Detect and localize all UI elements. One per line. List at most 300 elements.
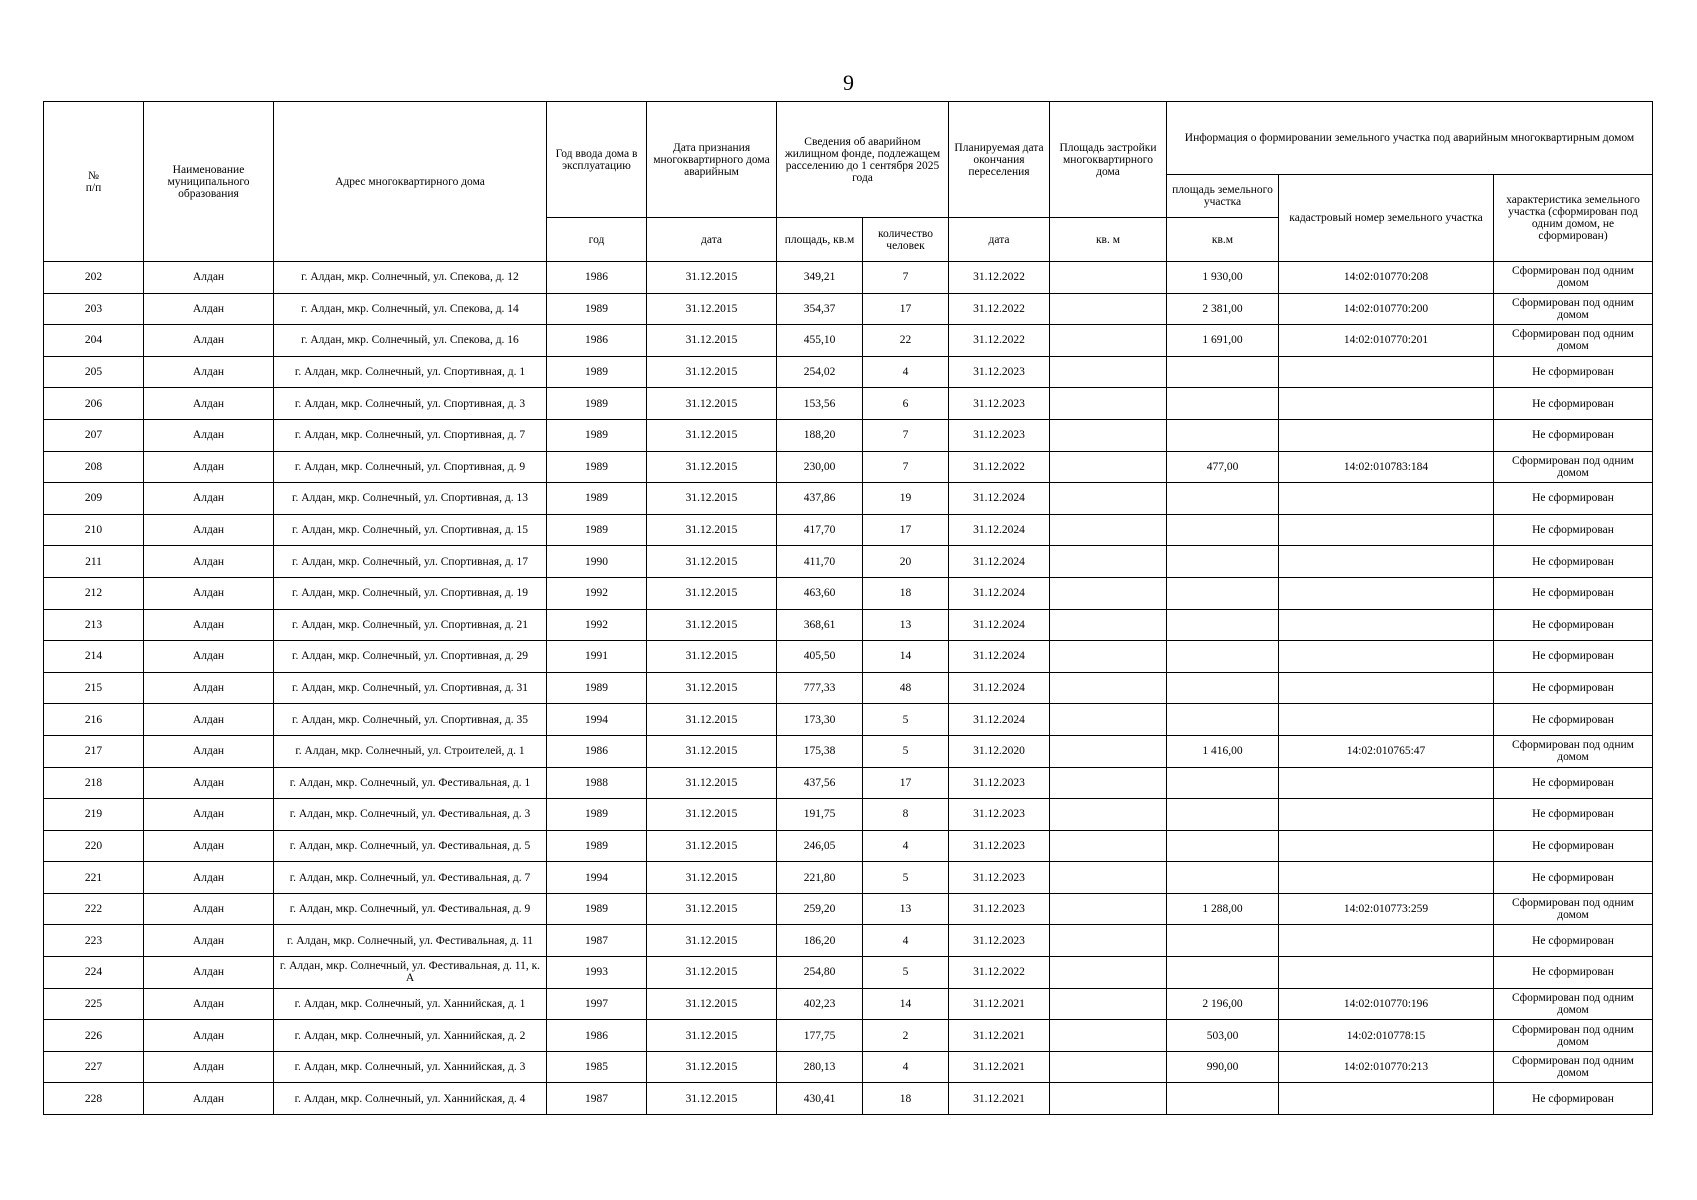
cell-num: 212 bbox=[44, 577, 144, 609]
cell-date-emergency: 31.12.2015 bbox=[647, 988, 777, 1020]
cell-people: 5 bbox=[863, 735, 949, 767]
cell-land-char: Не сформирован bbox=[1494, 546, 1653, 578]
cell-date-emergency: 31.12.2015 bbox=[647, 672, 777, 704]
cell-planned-date: 31.12.2023 bbox=[949, 388, 1050, 420]
table-row bbox=[44, 609, 1653, 641]
cell-date-emergency: 31.12.2015 bbox=[647, 862, 777, 894]
cell-building-area bbox=[1050, 799, 1167, 831]
cell-date-emergency: 31.12.2015 bbox=[647, 388, 777, 420]
cell-num: 218 bbox=[44, 767, 144, 799]
cell-land-char: Не сформирован bbox=[1494, 925, 1653, 957]
cell-municipality: Алдан bbox=[144, 704, 274, 736]
cell-land-char: Не сформирован bbox=[1494, 830, 1653, 862]
cell-land-area bbox=[1167, 862, 1279, 894]
cell-date-emergency: 31.12.2015 bbox=[647, 704, 777, 736]
cell-num: 208 bbox=[44, 451, 144, 483]
cell-cadastral: 14:02:010770:208 bbox=[1279, 262, 1494, 294]
cell-year-built: 1988 bbox=[547, 767, 647, 799]
cell-land-char: Не сформирован bbox=[1494, 419, 1653, 451]
cell-year-built: 1994 bbox=[547, 862, 647, 894]
cell-area: 254,02 bbox=[777, 356, 863, 388]
unit-area: площадь, кв.м bbox=[777, 218, 863, 262]
cell-municipality: Алдан bbox=[144, 735, 274, 767]
cell-address: г. Алдан, мкр. Солнечный, ул. Спортивная, д. 15 bbox=[274, 514, 547, 546]
cell-year-built: 1989 bbox=[547, 483, 647, 515]
cell-land-char: Сформирован под одним домом bbox=[1494, 451, 1653, 483]
cell-people: 4 bbox=[863, 830, 949, 862]
cell-municipality: Алдан bbox=[144, 388, 274, 420]
cell-land-area bbox=[1167, 672, 1279, 704]
cell-year-built: 1986 bbox=[547, 325, 647, 357]
cell-cadastral bbox=[1279, 514, 1494, 546]
cell-land-area bbox=[1167, 767, 1279, 799]
cell-date-emergency: 31.12.2015 bbox=[647, 893, 777, 925]
cell-building-area bbox=[1050, 546, 1167, 578]
cell-num: 225 bbox=[44, 988, 144, 1020]
cell-municipality: Алдан bbox=[144, 830, 274, 862]
cell-municipality: Алдан bbox=[144, 262, 274, 294]
cell-land-char: Сформирован под одним домом bbox=[1494, 325, 1653, 357]
cell-planned-date: 31.12.2023 bbox=[949, 830, 1050, 862]
cell-building-area bbox=[1050, 1020, 1167, 1052]
cell-land-char: Сформирован под одним домом bbox=[1494, 988, 1653, 1020]
cell-land-char: Не сформирован bbox=[1494, 767, 1653, 799]
cell-building-area bbox=[1050, 609, 1167, 641]
cell-date-emergency: 31.12.2015 bbox=[647, 451, 777, 483]
cell-land-char: Не сформирован bbox=[1494, 577, 1653, 609]
cell-cadastral bbox=[1279, 830, 1494, 862]
cell-planned-date: 31.12.2023 bbox=[949, 767, 1050, 799]
cell-year-built: 1989 bbox=[547, 514, 647, 546]
cell-cadastral bbox=[1279, 1083, 1494, 1115]
cell-address: г. Алдан, мкр. Солнечный, ул. Фестивальная, д. 11 bbox=[274, 925, 547, 957]
cell-planned-date: 31.12.2022 bbox=[949, 957, 1050, 989]
cell-municipality: Алдан bbox=[144, 483, 274, 515]
cell-land-char: Не сформирован bbox=[1494, 862, 1653, 894]
cell-area: 430,41 bbox=[777, 1083, 863, 1115]
cell-area: 188,20 bbox=[777, 419, 863, 451]
cell-year-built: 1985 bbox=[547, 1051, 647, 1083]
cell-planned-date: 31.12.2024 bbox=[949, 609, 1050, 641]
unit-people: количество человек bbox=[863, 218, 949, 262]
cell-planned-date: 31.12.2023 bbox=[949, 419, 1050, 451]
cell-municipality: Алдан bbox=[144, 577, 274, 609]
table-body bbox=[44, 262, 1653, 1115]
cell-num: 216 bbox=[44, 704, 144, 736]
cell-building-area bbox=[1050, 641, 1167, 673]
cell-area: 175,38 bbox=[777, 735, 863, 767]
cell-address: г. Алдан, мкр. Солнечный, ул. Строителей, д. 1 bbox=[274, 735, 547, 767]
cell-planned-date: 31.12.2023 bbox=[949, 925, 1050, 957]
cell-date-emergency: 31.12.2015 bbox=[647, 483, 777, 515]
cell-land-area: 990,00 bbox=[1167, 1051, 1279, 1083]
cell-cadastral bbox=[1279, 704, 1494, 736]
cell-year-built: 1990 bbox=[547, 546, 647, 578]
table-row bbox=[44, 388, 1653, 420]
emergency-housing-table bbox=[43, 101, 1653, 1115]
cell-land-char: Не сформирован bbox=[1494, 1083, 1653, 1115]
cell-year-built: 1989 bbox=[547, 419, 647, 451]
header-num: № п/п bbox=[44, 102, 144, 262]
cell-land-char: Не сформирован bbox=[1494, 704, 1653, 736]
cell-area: 411,70 bbox=[777, 546, 863, 578]
table-row bbox=[44, 1083, 1653, 1115]
cell-cadastral bbox=[1279, 641, 1494, 673]
cell-year-built: 1989 bbox=[547, 356, 647, 388]
cell-people: 4 bbox=[863, 356, 949, 388]
cell-land-area bbox=[1167, 388, 1279, 420]
cell-address: г. Алдан, мкр. Солнечный, ул. Спортивная, д. 21 bbox=[274, 609, 547, 641]
cell-num: 217 bbox=[44, 735, 144, 767]
table-row bbox=[44, 514, 1653, 546]
cell-area: 463,60 bbox=[777, 577, 863, 609]
cell-land-char: Сформирован под одним домом bbox=[1494, 1051, 1653, 1083]
cell-area: 368,61 bbox=[777, 609, 863, 641]
cell-land-char: Не сформирован bbox=[1494, 641, 1653, 673]
cell-people: 2 bbox=[863, 1020, 949, 1052]
cell-planned-date: 31.12.2022 bbox=[949, 293, 1050, 325]
cell-land-area: 477,00 bbox=[1167, 451, 1279, 483]
cell-building-area bbox=[1050, 325, 1167, 357]
cell-cadastral bbox=[1279, 925, 1494, 957]
cell-land-area: 1 416,00 bbox=[1167, 735, 1279, 767]
cell-cadastral bbox=[1279, 483, 1494, 515]
cell-address: г. Алдан, мкр. Солнечный, ул. Спортивная, д. 3 bbox=[274, 388, 547, 420]
cell-address: г. Алдан, мкр. Солнечный, ул. Спекова, д. 14 bbox=[274, 293, 547, 325]
unit-sqm-land: кв.м bbox=[1167, 218, 1279, 262]
cell-building-area bbox=[1050, 893, 1167, 925]
cell-cadastral bbox=[1279, 577, 1494, 609]
cell-building-area bbox=[1050, 672, 1167, 704]
cell-date-emergency: 31.12.2015 bbox=[647, 419, 777, 451]
cell-land-area bbox=[1167, 609, 1279, 641]
cell-num: 209 bbox=[44, 483, 144, 515]
cell-land-area bbox=[1167, 546, 1279, 578]
cell-municipality: Алдан bbox=[144, 988, 274, 1020]
cell-address: г. Алдан, мкр. Солнечный, ул. Спортивная, д. 29 bbox=[274, 641, 547, 673]
header-building-area: Площадь застройки многоквартирного дома bbox=[1050, 102, 1167, 218]
cell-planned-date: 31.12.2023 bbox=[949, 862, 1050, 894]
cell-address: г. Алдан, мкр. Солнечный, ул. Спортивная, д. 13 bbox=[274, 483, 547, 515]
cell-planned-date: 31.12.2021 bbox=[949, 1083, 1050, 1115]
cell-land-char: Сформирован под одним домом bbox=[1494, 893, 1653, 925]
cell-date-emergency: 31.12.2015 bbox=[647, 546, 777, 578]
cell-building-area bbox=[1050, 862, 1167, 894]
cell-land-char: Сформирован под одним домом bbox=[1494, 1020, 1653, 1052]
header-address: Адрес многоквартирного дома bbox=[274, 102, 547, 262]
cell-municipality: Алдан bbox=[144, 419, 274, 451]
cell-people: 7 bbox=[863, 451, 949, 483]
cell-num: 204 bbox=[44, 325, 144, 357]
table-row bbox=[44, 672, 1653, 704]
cell-area: 349,21 bbox=[777, 262, 863, 294]
cell-date-emergency: 31.12.2015 bbox=[647, 577, 777, 609]
cell-cadastral bbox=[1279, 546, 1494, 578]
cell-land-area bbox=[1167, 1083, 1279, 1115]
cell-num: 202 bbox=[44, 262, 144, 294]
cell-people: 5 bbox=[863, 862, 949, 894]
table-row bbox=[44, 988, 1653, 1020]
cell-people: 13 bbox=[863, 609, 949, 641]
table-row bbox=[44, 451, 1653, 483]
cell-cadastral bbox=[1279, 957, 1494, 989]
cell-municipality: Алдан bbox=[144, 451, 274, 483]
unit-date-planned: дата bbox=[949, 218, 1050, 262]
cell-cadastral bbox=[1279, 862, 1494, 894]
cell-address: г. Алдан, мкр. Солнечный, ул. Фестивальная, д. 3 bbox=[274, 799, 547, 831]
cell-planned-date: 31.12.2022 bbox=[949, 451, 1050, 483]
cell-address: г. Алдан, мкр. Солнечный, ул. Ханнийская, д. 2 bbox=[274, 1020, 547, 1052]
cell-planned-date: 31.12.2022 bbox=[949, 262, 1050, 294]
cell-address: г. Алдан, мкр. Солнечный, ул. Фестивальная, д. 5 bbox=[274, 830, 547, 862]
cell-area: 246,05 bbox=[777, 830, 863, 862]
cell-year-built: 1989 bbox=[547, 893, 647, 925]
cell-year-built: 1986 bbox=[547, 262, 647, 294]
cell-cadastral bbox=[1279, 767, 1494, 799]
cell-num: 224 bbox=[44, 957, 144, 989]
cell-area: 153,56 bbox=[777, 388, 863, 420]
header-municipality: Наименование муниципального образования bbox=[144, 102, 274, 262]
cell-building-area bbox=[1050, 1051, 1167, 1083]
cell-cadastral bbox=[1279, 356, 1494, 388]
cell-address: г. Алдан, мкр. Солнечный, ул. Фестивальная, д. 11, к. А bbox=[274, 957, 547, 989]
cell-address: г. Алдан, мкр. Солнечный, ул. Фестивальная, д. 9 bbox=[274, 893, 547, 925]
cell-building-area bbox=[1050, 356, 1167, 388]
table-row bbox=[44, 577, 1653, 609]
cell-people: 8 bbox=[863, 799, 949, 831]
cell-cadastral bbox=[1279, 388, 1494, 420]
cell-area: 186,20 bbox=[777, 925, 863, 957]
cell-year-built: 1989 bbox=[547, 451, 647, 483]
cell-area: 177,75 bbox=[777, 1020, 863, 1052]
cell-date-emergency: 31.12.2015 bbox=[647, 735, 777, 767]
cell-building-area bbox=[1050, 483, 1167, 515]
cell-municipality: Алдан bbox=[144, 893, 274, 925]
cell-area: 354,37 bbox=[777, 293, 863, 325]
unit-date: дата bbox=[647, 218, 777, 262]
cell-planned-date: 31.12.2024 bbox=[949, 641, 1050, 673]
cell-land-area: 1 930,00 bbox=[1167, 262, 1279, 294]
cell-planned-date: 31.12.2023 bbox=[949, 356, 1050, 388]
cell-planned-date: 31.12.2021 bbox=[949, 988, 1050, 1020]
cell-year-built: 1992 bbox=[547, 577, 647, 609]
cell-people: 13 bbox=[863, 893, 949, 925]
table-row bbox=[44, 1051, 1653, 1083]
cell-municipality: Алдан bbox=[144, 641, 274, 673]
cell-people: 14 bbox=[863, 641, 949, 673]
cell-num: 219 bbox=[44, 799, 144, 831]
cell-address: г. Алдан, мкр. Солнечный, ул. Спортивная, д. 31 bbox=[274, 672, 547, 704]
table-row bbox=[44, 419, 1653, 451]
table-row bbox=[44, 799, 1653, 831]
cell-building-area bbox=[1050, 577, 1167, 609]
cell-people: 17 bbox=[863, 767, 949, 799]
table-row bbox=[44, 293, 1653, 325]
cell-date-emergency: 31.12.2015 bbox=[647, 799, 777, 831]
cell-area: 191,75 bbox=[777, 799, 863, 831]
cell-cadastral bbox=[1279, 799, 1494, 831]
cell-num: 205 bbox=[44, 356, 144, 388]
cell-land-area: 2 196,00 bbox=[1167, 988, 1279, 1020]
cell-people: 19 bbox=[863, 483, 949, 515]
cell-land-area bbox=[1167, 483, 1279, 515]
cell-area: 437,86 bbox=[777, 483, 863, 515]
cell-people: 7 bbox=[863, 419, 949, 451]
table-row bbox=[44, 893, 1653, 925]
cell-year-built: 1987 bbox=[547, 925, 647, 957]
cell-building-area bbox=[1050, 735, 1167, 767]
cell-building-area bbox=[1050, 830, 1167, 862]
cell-cadastral: 14:02:010778:15 bbox=[1279, 1020, 1494, 1052]
cell-planned-date: 31.12.2023 bbox=[949, 893, 1050, 925]
cell-date-emergency: 31.12.2015 bbox=[647, 325, 777, 357]
cell-planned-date: 31.12.2024 bbox=[949, 514, 1050, 546]
cell-area: 230,00 bbox=[777, 451, 863, 483]
header-land-char: характеристика земельного участка (сформирован под одним домом, не сформирован) bbox=[1494, 175, 1653, 262]
cell-date-emergency: 31.12.2015 bbox=[647, 514, 777, 546]
cell-people: 4 bbox=[863, 1051, 949, 1083]
cell-area: 405,50 bbox=[777, 641, 863, 673]
cell-date-emergency: 31.12.2015 bbox=[647, 957, 777, 989]
cell-cadastral bbox=[1279, 419, 1494, 451]
cell-address: г. Алдан, мкр. Солнечный, ул. Спекова, д. 16 bbox=[274, 325, 547, 357]
table-row bbox=[44, 735, 1653, 767]
table-row bbox=[44, 356, 1653, 388]
cell-people: 48 bbox=[863, 672, 949, 704]
cell-municipality: Алдан bbox=[144, 609, 274, 641]
cell-people: 5 bbox=[863, 704, 949, 736]
cell-num: 223 bbox=[44, 925, 144, 957]
cell-year-built: 1989 bbox=[547, 672, 647, 704]
header-planned-date: Планируемая дата окончания переселения bbox=[949, 102, 1050, 218]
table-row bbox=[44, 483, 1653, 515]
cell-area: 437,56 bbox=[777, 767, 863, 799]
cell-date-emergency: 31.12.2015 bbox=[647, 767, 777, 799]
cell-date-emergency: 31.12.2015 bbox=[647, 262, 777, 294]
cell-land-area bbox=[1167, 799, 1279, 831]
cell-area: 173,30 bbox=[777, 704, 863, 736]
cell-cadastral: 14:02:010770:196 bbox=[1279, 988, 1494, 1020]
cell-area: 777,33 bbox=[777, 672, 863, 704]
cell-address: г. Алдан, мкр. Солнечный, ул. Фестивальная, д. 1 bbox=[274, 767, 547, 799]
cell-year-built: 1987 bbox=[547, 1083, 647, 1115]
cell-people: 4 bbox=[863, 925, 949, 957]
cell-date-emergency: 31.12.2015 bbox=[647, 641, 777, 673]
cell-building-area bbox=[1050, 988, 1167, 1020]
cell-land-area bbox=[1167, 356, 1279, 388]
cell-year-built: 1992 bbox=[547, 609, 647, 641]
cell-land-area bbox=[1167, 641, 1279, 673]
cell-cadastral: 14:02:010770:201 bbox=[1279, 325, 1494, 357]
cell-cadastral bbox=[1279, 672, 1494, 704]
cell-year-built: 1989 bbox=[547, 388, 647, 420]
cell-land-area bbox=[1167, 957, 1279, 989]
cell-num: 207 bbox=[44, 419, 144, 451]
cell-municipality: Алдан bbox=[144, 325, 274, 357]
cell-address: г. Алдан, мкр. Солнечный, ул. Спортивная, д. 17 bbox=[274, 546, 547, 578]
cell-planned-date: 31.12.2024 bbox=[949, 483, 1050, 515]
cell-num: 214 bbox=[44, 641, 144, 673]
cell-address: г. Алдан, мкр. Солнечный, ул. Ханнийская, д. 4 bbox=[274, 1083, 547, 1115]
cell-people: 18 bbox=[863, 1083, 949, 1115]
cell-land-char: Сформирован под одним домом bbox=[1494, 293, 1653, 325]
cell-land-char: Не сформирован bbox=[1494, 388, 1653, 420]
table-row bbox=[44, 830, 1653, 862]
cell-people: 17 bbox=[863, 514, 949, 546]
cell-people: 7 bbox=[863, 262, 949, 294]
cell-planned-date: 31.12.2024 bbox=[949, 704, 1050, 736]
cell-num: 210 bbox=[44, 514, 144, 546]
header-land-info: Информация о формировании земельного участка под аварийным многоквартирным домом bbox=[1167, 102, 1653, 175]
cell-municipality: Алдан bbox=[144, 1020, 274, 1052]
cell-planned-date: 31.12.2021 bbox=[949, 1051, 1050, 1083]
cell-building-area bbox=[1050, 957, 1167, 989]
table-row bbox=[44, 262, 1653, 294]
table-row bbox=[44, 862, 1653, 894]
header-land-area: площадь земельного участка bbox=[1167, 175, 1279, 218]
cell-address: г. Алдан, мкр. Солнечный, ул. Спортивная, д. 9 bbox=[274, 451, 547, 483]
cell-planned-date: 31.12.2024 bbox=[949, 672, 1050, 704]
cell-num: 211 bbox=[44, 546, 144, 578]
cell-land-char: Не сформирован bbox=[1494, 514, 1653, 546]
cell-building-area bbox=[1050, 293, 1167, 325]
cell-cadastral: 14:02:010770:213 bbox=[1279, 1051, 1494, 1083]
cell-building-area bbox=[1050, 451, 1167, 483]
cell-planned-date: 31.12.2022 bbox=[949, 325, 1050, 357]
cell-year-built: 1994 bbox=[547, 704, 647, 736]
cell-land-area bbox=[1167, 514, 1279, 546]
cell-date-emergency: 31.12.2015 bbox=[647, 1020, 777, 1052]
cell-planned-date: 31.12.2024 bbox=[949, 546, 1050, 578]
cell-date-emergency: 31.12.2015 bbox=[647, 293, 777, 325]
header-year-built: Год ввода дома в эксплуатацию bbox=[547, 102, 647, 218]
cell-building-area bbox=[1050, 1083, 1167, 1115]
cell-municipality: Алдан bbox=[144, 514, 274, 546]
cell-year-built: 1989 bbox=[547, 830, 647, 862]
cell-building-area bbox=[1050, 419, 1167, 451]
cell-address: г. Алдан, мкр. Солнечный, ул. Фестивальная, д. 7 bbox=[274, 862, 547, 894]
cell-num: 226 bbox=[44, 1020, 144, 1052]
cell-area: 259,20 bbox=[777, 893, 863, 925]
cell-land-char: Не сформирован bbox=[1494, 672, 1653, 704]
table-row bbox=[44, 546, 1653, 578]
cell-area: 221,80 bbox=[777, 862, 863, 894]
cell-people: 14 bbox=[863, 988, 949, 1020]
cell-date-emergency: 31.12.2015 bbox=[647, 609, 777, 641]
cell-people: 17 bbox=[863, 293, 949, 325]
cell-people: 6 bbox=[863, 388, 949, 420]
cell-people: 5 bbox=[863, 957, 949, 989]
cell-date-emergency: 31.12.2015 bbox=[647, 356, 777, 388]
cell-cadastral: 14:02:010765:47 bbox=[1279, 735, 1494, 767]
cell-cadastral: 14:02:010770:200 bbox=[1279, 293, 1494, 325]
cell-area: 254,80 bbox=[777, 957, 863, 989]
cell-year-built: 1991 bbox=[547, 641, 647, 673]
cell-people: 22 bbox=[863, 325, 949, 357]
cell-land-char: Сформирован под одним домом bbox=[1494, 735, 1653, 767]
cell-planned-date: 31.12.2023 bbox=[949, 799, 1050, 831]
cell-building-area bbox=[1050, 388, 1167, 420]
cell-year-built: 1989 bbox=[547, 799, 647, 831]
cell-num: 228 bbox=[44, 1083, 144, 1115]
cell-planned-date: 31.12.2021 bbox=[949, 1020, 1050, 1052]
cell-cadastral bbox=[1279, 609, 1494, 641]
cell-address: г. Алдан, мкр. Солнечный, ул. Ханнийская, д. 3 bbox=[274, 1051, 547, 1083]
cell-num: 215 bbox=[44, 672, 144, 704]
cell-date-emergency: 31.12.2015 bbox=[647, 1051, 777, 1083]
cell-num: 222 bbox=[44, 893, 144, 925]
cell-land-char: Не сформирован bbox=[1494, 356, 1653, 388]
